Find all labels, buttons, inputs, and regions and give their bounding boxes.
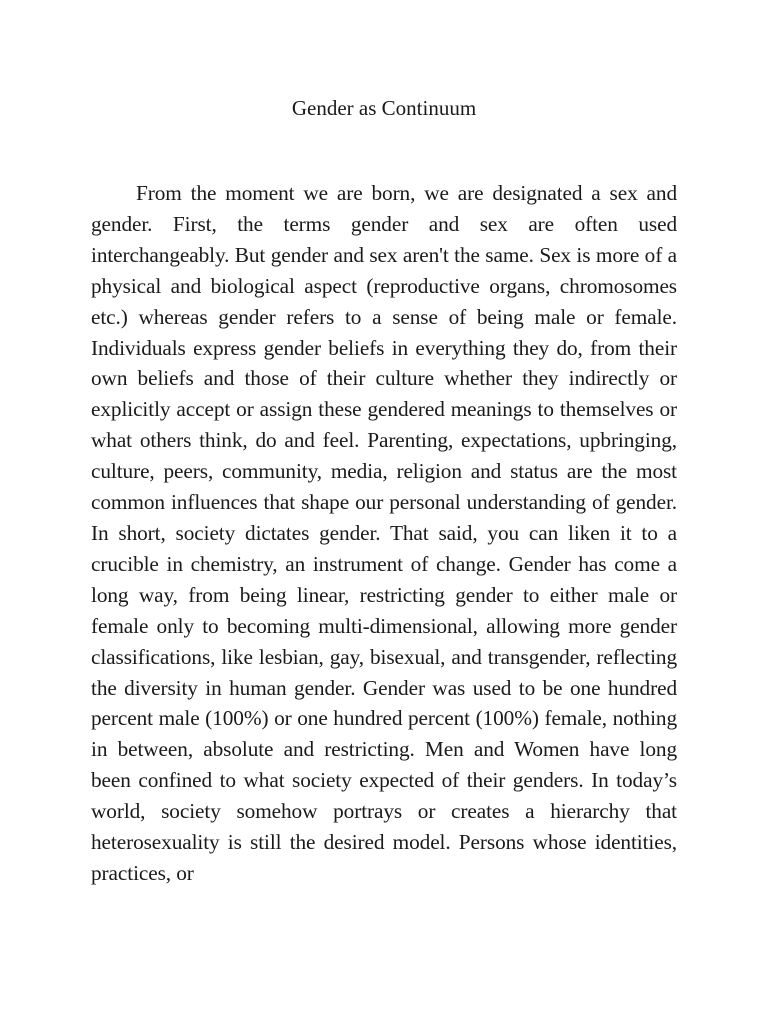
document-title: Gender as Continuum bbox=[291, 96, 477, 120]
body-paragraph: From the moment we are born, we are designated a sex and gender. First, the terms gender and sex are often used interchangeably. But gender and sex aren't the same. Sex is more of a physical and biological aspect (reproductive organs, chromosomes etc.) whereas gender refers to a sense of being male or female. Individuals express gender beliefs in everything they do, from their own beliefs and those of their culture whether they indirectly or explicitly accept or assign these gendered meanings to themselves or what others think, do and feel. Parenting, expectations, upbringing, culture, peers, community, media, religion and status are the most common influences that shape our personal understanding of gender. In short, society dictates gender. That said, you can liken it to a crucible in chemistry, an instrument of change. Gender has come a long way, from being linear, restricting gender to either male or female only to becoming multi-dimensional, allowing more gender classifications, like lesbian, gay, bisexual, and transgender, reflecting the diversity in human gender. Gender was used to be one hundred percent male (100%) or one hundred percent (100%) female, nothing in between, absolute and restricting. Men and Women have long been confined to what society expected of their genders. In today’s world, society somehow portrays or creates a hierarchy that heterosexuality is still the desired model. Persons whose identities, practices, or bbox=[91, 181, 677, 885]
